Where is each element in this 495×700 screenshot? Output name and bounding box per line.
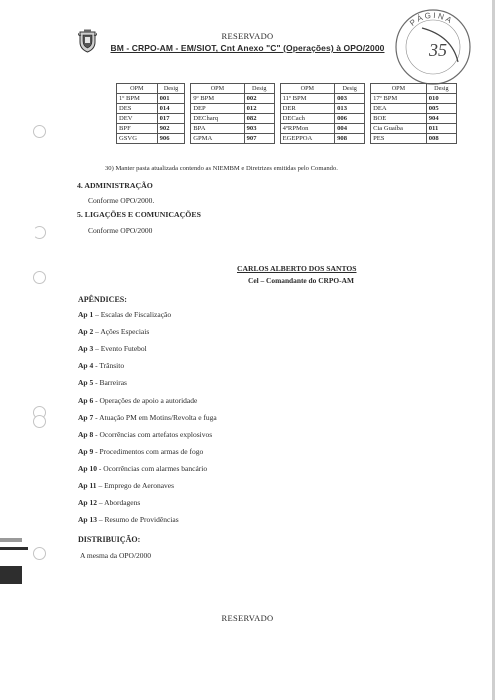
margin-mark bbox=[0, 566, 22, 584]
section-text-administracao: Conforme OPO/2000. bbox=[88, 196, 155, 205]
apendice-number: Ap 1 bbox=[78, 310, 94, 319]
column-header: OPM bbox=[371, 84, 427, 94]
page-stamp bbox=[392, 6, 474, 88]
desig-cell: 008 bbox=[426, 134, 456, 144]
apendice-number: Ap 8 bbox=[78, 429, 94, 439]
signature-role: Cel – Comandante do CRPO-AM bbox=[248, 276, 354, 285]
signature-name: CARLOS ALBERTO DOS SANTOS bbox=[237, 264, 357, 273]
designation-table bbox=[116, 83, 457, 144]
apendice-item bbox=[78, 481, 174, 490]
apendice-title: Procedimentos com armas de fogo bbox=[99, 446, 204, 456]
opm-cell: DECach bbox=[280, 114, 335, 124]
apendice-number: Ap 5 bbox=[78, 378, 94, 388]
apendice-separator: - bbox=[93, 378, 100, 388]
apendice-item bbox=[78, 464, 207, 473]
apendice-separator: - bbox=[93, 446, 100, 456]
desig-cell: 908 bbox=[335, 134, 365, 144]
opm-cell: DECharq bbox=[191, 114, 244, 124]
section-title-administracao: 4. ADMINISTRAÇÃO bbox=[77, 181, 153, 190]
apendice-item bbox=[78, 327, 149, 336]
punch-hole bbox=[33, 271, 46, 284]
apendice-item bbox=[78, 378, 127, 387]
opm-cell: DES bbox=[117, 104, 158, 114]
document-reference: BM - CRPO-AM - EM/SIOT, Cnt Anexo "C" (Operações) à OPO/2000 bbox=[110, 43, 385, 53]
apendice-number: Ap 3 bbox=[78, 344, 94, 354]
apendice-item bbox=[78, 447, 203, 456]
desig-cell: 001 bbox=[157, 94, 185, 104]
desig-cell: 904 bbox=[426, 114, 456, 124]
opm-cell: PES bbox=[371, 134, 427, 144]
opm-cell: BPF bbox=[117, 124, 158, 134]
desig-cell: 907 bbox=[244, 134, 274, 144]
apendice-number: Ap 11 bbox=[78, 481, 97, 490]
apendice-title: Ações Especiais bbox=[100, 327, 150, 337]
apendice-title: Ocorrências com alarmes bancário bbox=[103, 463, 208, 473]
desig-cell: 017 bbox=[157, 114, 185, 124]
distribuicao-text: A mesma da OPO/2000 bbox=[80, 551, 152, 560]
apendice-title: Atuação PM em Motins/Revolta e fuga bbox=[99, 412, 217, 422]
apendice-title: Trânsito bbox=[99, 361, 125, 371]
apendice-separator: - bbox=[96, 463, 104, 473]
apendice-title: Resumo de Providências bbox=[104, 515, 179, 525]
table-row bbox=[117, 104, 457, 114]
apendice-separator: – bbox=[93, 327, 101, 337]
apendice-item bbox=[78, 498, 140, 507]
column-header: OPM bbox=[191, 84, 244, 94]
apendice-title: Escalas de Fiscalização bbox=[100, 310, 172, 319]
apendice-item bbox=[78, 515, 179, 524]
apendice-separator: – bbox=[96, 498, 105, 508]
opm-cell: BOE bbox=[371, 114, 427, 124]
desig-cell: 011 bbox=[426, 124, 456, 134]
classification-footer: RESERVADO bbox=[221, 613, 274, 623]
opm-cell: DER bbox=[280, 104, 335, 114]
apendice-number: Ap 12 bbox=[78, 498, 97, 508]
apendice-number: Ap 13 bbox=[78, 515, 97, 525]
apendice-item bbox=[78, 430, 212, 439]
table-row bbox=[117, 114, 457, 124]
apendice-title: Ocorrências com artefatos explosivos bbox=[99, 429, 213, 439]
classification-header: RESERVADO bbox=[221, 31, 274, 41]
opm-cell: 9º BPM bbox=[191, 94, 244, 104]
apendice-title: Barreiras bbox=[99, 378, 127, 388]
margin-mark bbox=[0, 538, 22, 542]
apendice-title: Emprego de Aeronaves bbox=[104, 481, 175, 490]
desig-cell: 014 bbox=[157, 104, 185, 114]
apendice-title: Evento Futebol bbox=[100, 344, 147, 354]
punch-hole bbox=[33, 125, 46, 138]
stamp-number: 35 bbox=[429, 40, 447, 60]
apendice-number: Ap 10 bbox=[78, 463, 97, 473]
stamp-text: PÁGINA bbox=[408, 10, 455, 28]
column-header: Desig bbox=[426, 84, 456, 94]
desig-cell: 012 bbox=[244, 104, 274, 114]
apendice-number: Ap 9 bbox=[78, 446, 94, 456]
apendice-separator: – bbox=[93, 344, 101, 354]
section-text-ligacoes: Conforme OPO/2000 bbox=[88, 226, 153, 235]
column-header: Desig bbox=[244, 84, 274, 94]
note-item-30: 30) Manter pasta atualizada contendo as NIEMBM e Diretrizes emitidas pelo Comando. bbox=[105, 165, 338, 172]
opm-cell: GPMA bbox=[191, 134, 244, 144]
apendice-item bbox=[78, 310, 171, 319]
desig-cell: 082 bbox=[244, 114, 274, 124]
apendice-separator: - bbox=[93, 429, 100, 439]
table-row bbox=[117, 134, 457, 144]
desig-cell: 004 bbox=[335, 124, 365, 134]
column-header: OPM bbox=[117, 84, 158, 94]
desig-cell: 903 bbox=[244, 124, 274, 134]
column-header: Desig bbox=[335, 84, 365, 94]
apendice-separator: – bbox=[96, 481, 105, 490]
punch-hole bbox=[33, 226, 46, 239]
apendice-item bbox=[78, 344, 147, 353]
apendice-separator: - bbox=[93, 395, 100, 405]
punch-hole bbox=[33, 415, 46, 428]
opm-cell: 17º BPM bbox=[371, 94, 427, 104]
apendice-item bbox=[78, 413, 217, 422]
apendice-separator: – bbox=[93, 310, 101, 319]
column-header: Desig bbox=[157, 84, 185, 94]
desig-cell: 906 bbox=[157, 134, 185, 144]
opm-cell: 11º BPM bbox=[280, 94, 335, 104]
desig-cell: 902 bbox=[157, 124, 185, 134]
opm-cell: DEA bbox=[371, 104, 427, 114]
apendice-number: Ap 2 bbox=[78, 327, 94, 337]
desig-cell: 006 bbox=[335, 114, 365, 124]
desig-cell: 010 bbox=[426, 94, 456, 104]
opm-cell: EGEPPOA bbox=[280, 134, 335, 144]
apendice-number: Ap 4 bbox=[78, 361, 94, 371]
apendice-separator: – bbox=[96, 515, 105, 525]
apendice-separator: - bbox=[93, 361, 100, 371]
table-row bbox=[117, 124, 457, 134]
desig-cell: 002 bbox=[244, 94, 274, 104]
table-row bbox=[117, 94, 457, 104]
desig-cell: 005 bbox=[426, 104, 456, 114]
opm-cell: 4ºRPMon bbox=[280, 124, 335, 134]
opm-cell: Cia Guaíba bbox=[371, 124, 427, 134]
section-title-ligacoes: 5. LIGAÇÕES E COMUNICAÇÕES bbox=[77, 210, 201, 219]
opm-cell: GSVG bbox=[117, 134, 158, 144]
apendice-separator: - bbox=[93, 412, 100, 422]
opm-cell: BPA bbox=[191, 124, 244, 134]
opm-cell: 1º BPM bbox=[117, 94, 158, 104]
distribuicao-title: DISTRIBUIÇÃO: bbox=[78, 535, 141, 544]
apendice-item bbox=[78, 361, 124, 370]
apendice-title: Abordagens bbox=[104, 498, 141, 508]
desig-cell: 013 bbox=[335, 104, 365, 114]
apendices-title: APÊNDICES: bbox=[78, 295, 127, 304]
punch-hole bbox=[33, 547, 46, 560]
apendice-number: Ap 7 bbox=[78, 412, 94, 422]
margin-mark bbox=[0, 547, 28, 550]
table-header-row bbox=[117, 84, 457, 94]
apendice-title: Operações de apoio a autoridade bbox=[99, 395, 198, 405]
apendice-number: Ap 6 bbox=[78, 395, 94, 405]
apendice-item bbox=[78, 396, 197, 405]
desig-cell: 003 bbox=[335, 94, 365, 104]
opm-cell: DEV bbox=[117, 114, 158, 124]
opm-cell: DEP bbox=[191, 104, 244, 114]
column-header: OPM bbox=[280, 84, 335, 94]
